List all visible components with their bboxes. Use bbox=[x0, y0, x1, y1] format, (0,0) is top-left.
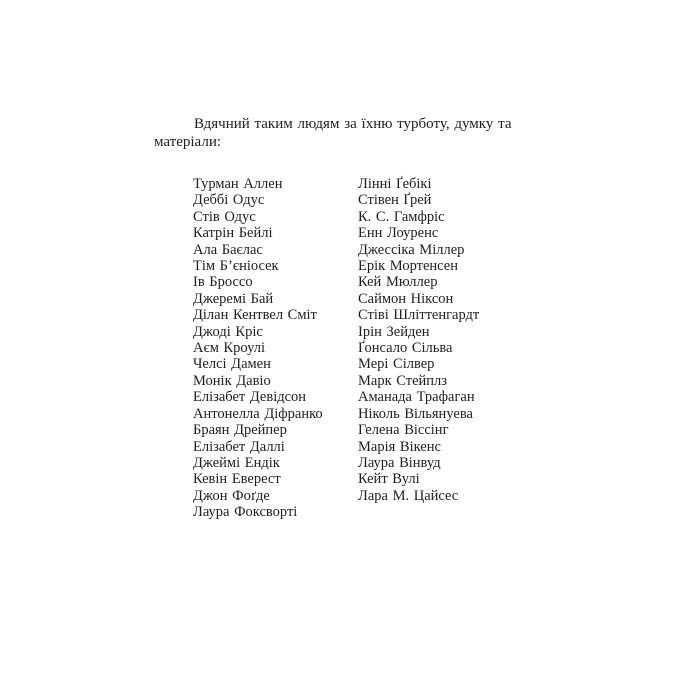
name-item: Джеймі Ендік bbox=[193, 454, 280, 471]
acknowledgment-intro: Вдячний таким людям за їхню турботу, думку та матеріали: bbox=[154, 116, 512, 150]
name-item: Гелена Віссінг bbox=[358, 422, 449, 439]
name-item: Аєм Кроулі bbox=[193, 340, 265, 357]
name-item: Тім Б’єніосек bbox=[193, 258, 279, 275]
name-item: Кейт Вулі bbox=[358, 471, 420, 488]
name-item: Кевін Еверест bbox=[193, 471, 281, 488]
name-item: Стіві Шліттенгардт bbox=[358, 307, 480, 324]
name-item: Ніколь Вільянуева bbox=[358, 405, 473, 422]
name-item: К. С. Гамфріс bbox=[358, 208, 445, 225]
name-item: Стівен Ґрей bbox=[358, 192, 432, 209]
name-item: Марк Стейплз bbox=[358, 372, 447, 389]
name-item: Антонелла Діфранко bbox=[193, 405, 323, 422]
name-item: Ґонсало Сільва bbox=[358, 340, 453, 357]
name-item: Ала Баєлас bbox=[193, 241, 263, 258]
name-item: Аманада Трафаган bbox=[358, 389, 475, 406]
name-item: Елізабет Даллі bbox=[193, 438, 285, 455]
names-column-right bbox=[358, 176, 479, 504]
name-item: Джеремі Бай bbox=[193, 290, 274, 307]
names-column-left bbox=[193, 176, 323, 521]
name-item: Лінні Ґебікі bbox=[358, 176, 432, 192]
name-item: Лара М. Цайсес bbox=[358, 487, 459, 504]
name-item: Мері Сілвер bbox=[358, 356, 435, 373]
name-item: Ерік Мортенсен bbox=[358, 258, 458, 275]
name-item: Саймон Ніксон bbox=[358, 290, 454, 307]
name-item: Деббі Одус bbox=[193, 192, 265, 209]
name-item: Лаура Вінвуд bbox=[358, 454, 441, 471]
name-item: Монік Давіо bbox=[193, 372, 271, 389]
name-item: Стів Одус bbox=[193, 208, 256, 225]
name-item: Джоді Кріс bbox=[193, 323, 263, 340]
name-item: Елізабет Девідсон bbox=[193, 389, 307, 406]
name-item: Енн Лоуренс bbox=[358, 225, 439, 242]
name-item: Ірін Зейден bbox=[358, 323, 430, 340]
name-item: Джессіка Міллер bbox=[358, 241, 465, 258]
name-item: Марія Вікенс bbox=[358, 438, 441, 455]
name-item: Турман Аллен bbox=[193, 176, 283, 192]
name-item: Ів Броссо bbox=[193, 274, 253, 291]
name-item: Кей Мюллер bbox=[358, 274, 438, 291]
name-item: Катрін Бейлі bbox=[193, 225, 273, 242]
name-item: Джон Фоґде bbox=[193, 487, 270, 504]
name-item: Челсі Дамен bbox=[193, 356, 271, 373]
name-item: Лаура Фоксворті bbox=[193, 504, 298, 521]
name-item: Браян Дрейпер bbox=[193, 422, 287, 439]
name-item: Ділан Кентвел Сміт bbox=[193, 307, 317, 324]
